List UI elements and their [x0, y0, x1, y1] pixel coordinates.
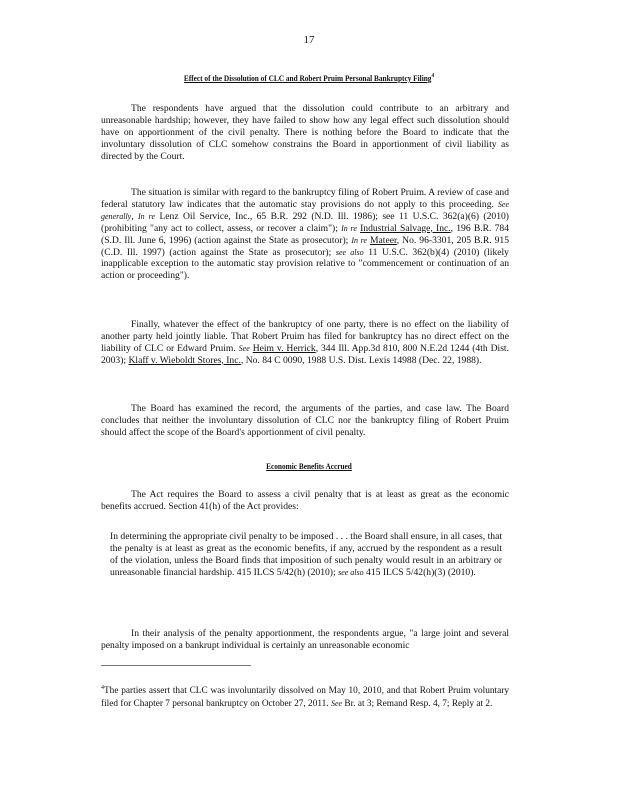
block-quote	[110, 531, 502, 579]
citation-signal: See	[330, 698, 343, 708]
paragraph-respondents-argue	[101, 628, 509, 652]
paragraph-dissolution	[101, 103, 509, 163]
footnote-number: 4	[101, 685, 104, 691]
paragraph-text: In their analysis of the penalty apportionment, the respondents argue, "a large joint and several penalty imposed on a bankrupt individual is certainly an unreasonable economic	[101, 628, 509, 651]
paragraph-text: The Board has examined the record, the arguments of the parties, and case law. The Board concludes that neither the involuntary dissolution of CLC nor the bankruptcy filing of Robert Pruim should affect the scope of the Board's apportionment of civil penalty.	[101, 403, 509, 438]
citation-signal: See	[238, 343, 250, 353]
footnote-text: Br. at 3; Remand Resp. 4, 7; Reply at 2.	[344, 698, 493, 709]
paragraph-text: Finally, whatever the effect of the bankruptcy of one party, there is no effect on the liability of another party held jointly liable. That Robert Pruim has filed for bankruptcy has no direct effect on the liability of CLC or Edward Pruim.	[101, 319, 509, 354]
section-heading-text: Economic Benefits Accrued	[266, 461, 352, 471]
page-number: 17	[303, 34, 315, 46]
citation-signal: see also	[335, 247, 364, 257]
quote-text: 415 ILCS 5/42(h)(3) (2010).	[366, 566, 476, 578]
case-name: Mateer	[369, 234, 397, 246]
section-heading-dissolution	[43, 73, 574, 83]
footnote-4	[101, 683, 509, 711]
quote-text: In determining the appropriate civil penalty to be imposed . . . the Board shall ensure, in all cases, that the penalty is at least as great as the economic benefits, if any, accrued by the respondent as a result of the violation, unless the Board finds that imposition of such penalty would result in an arbitrary or unreasonable financial hardship. 415 ILCS 5/42(h) (2010);	[110, 531, 502, 578]
paragraph-text: Lenz Oil Service, Inc., 65 B.R. 292 (N.D. Ill. 1986); see 11 U.S.C. 362(a)(6) (2010) (prohibiting "any act to collect, assess, or recover a claim");	[101, 210, 510, 234]
section-heading-text: Effect of the Dissolution of CLC and Robert Pruim Personal Bankruptcy Filing	[183, 73, 432, 83]
paragraph-text: The Act requires the Board to assess a civil penalty that is at least as great as the economic benefits accrued. Section 41(h) of the Act provides:	[101, 489, 509, 512]
paragraph-board-conclusion	[101, 403, 509, 439]
case-name: Heim v. Herrick	[252, 342, 316, 354]
paragraph-text: , No. 84 C 0090, 1988 U.S. Dist. Lexis 14988 (Dec. 22, 1988).	[240, 354, 482, 366]
footnote-reference: 4	[431, 73, 435, 80]
footnote-divider	[101, 665, 251, 666]
paragraph-joint-liability	[101, 319, 509, 367]
section-heading-economic-benefits	[43, 461, 574, 471]
footnote-text: The parties assert that CLC was involuntarily dissolved on May 10, 2010, and that Robert Pruim voluntary filed for Chapter 7 personal bankruptcy on October 27, 2011.	[101, 686, 509, 709]
citation-signal: See generally	[101, 199, 509, 221]
paragraph-bankruptcy	[101, 187, 509, 282]
paragraph-text: ,	[131, 210, 134, 222]
citation-signal: In re	[138, 211, 156, 221]
paragraph-text: The respondents have argued that the dissolution could contribute to an arbitrary and unreasonable hardship; however, they have failed to show how any legal effect such dissolution should have on apportionment of the civil penalty. There is nothing before the Board to indicate that the involuntary dissolution of CLC somehow constrains the Board in apportionment of civil liability as directed by the Court.	[101, 103, 509, 162]
paragraph-text: The situation is similar with regard to the bankruptcy filing of Robert Pruim. A review of case and federal statutory law indicates that the automatic stay provisions do not apply to this proceeding.	[101, 187, 509, 210]
paragraph-text: , 196 B.R. 784 (S.D. Ill. June 6, 1996) (action against the State as prosecutor);	[101, 222, 509, 246]
paragraph-text: , No. 96-3301, 205 B.R. 915 (C.D. Ill. 1997) (action against the State as prosecutor);	[101, 234, 510, 258]
case-name: Industrial Salvage, Inc.	[360, 222, 451, 234]
citation-signal: see also	[338, 567, 364, 577]
citation-signal: In re	[341, 223, 357, 233]
paragraph-text: 11 U.S.C. 362(b)(4) (2010) (likely inapplicable exception to the automatic stay provision relative to "commencement or continuation of an action or proceeding").	[101, 246, 509, 282]
citation-signal: In re	[351, 235, 367, 245]
case-name: Klaff v. Wieboldt Stores, Inc.	[128, 354, 241, 366]
paragraph-text: , 344 Ill. App.3d 810, 800 N.E.2d 1244 (4th Dist. 2003);	[101, 342, 509, 366]
paragraph-act-requires	[101, 489, 509, 513]
